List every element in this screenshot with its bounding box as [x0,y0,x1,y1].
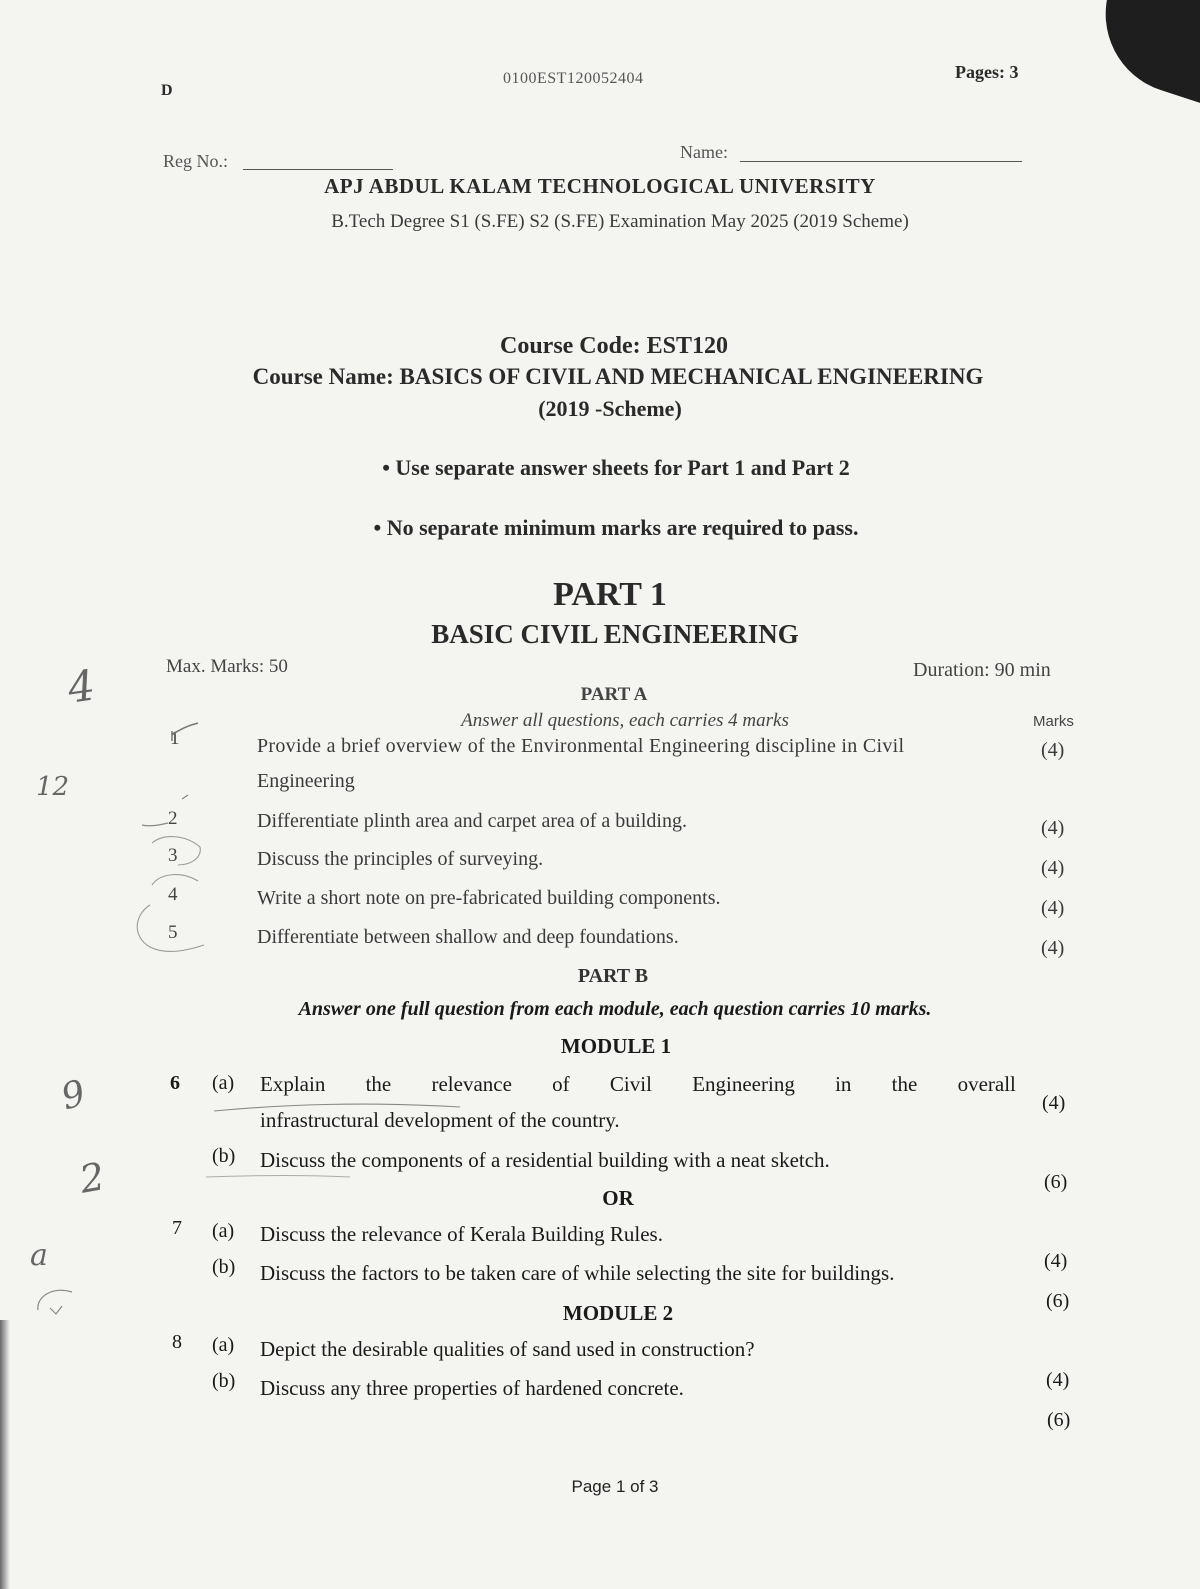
part-a-title: PART A [580,684,648,705]
word: the [365,1072,392,1096]
subquestion-text-continued: infrastructural development of the country. [260,1108,620,1132]
instruction-1: • Use separate answer sheets for Part 1 and Part 2 [382,455,850,480]
course-name: Course Name: BASICS OF CIVIL AND MECHANICAL ENGINEERING [252,364,984,389]
part-b-title: PART B [577,965,649,987]
handwritten-mark: 12 [36,772,70,802]
subquestion-text: Depict the desirable qualities of sand used in construction? [260,1337,755,1361]
paper-id: 0100EST120052404 [503,70,644,87]
subquestion-label: (a) [212,1334,235,1356]
module-1-heading: MODULE 1 [560,1034,672,1058]
question-text: Differentiate between shallow and deep foundations. [257,926,679,948]
pen-stroke [152,837,200,865]
question-number: 1 [170,728,180,749]
subquestion-text: Discuss any three properties of hardened concrete. [260,1376,684,1400]
subquestion-marks: (4) [1044,1250,1068,1272]
pages-count: Pages: 3 [955,62,1019,82]
max-marks: Max. Marks: 50 [166,656,288,677]
instruction-2: • No separate minimum marks are required to pass. [373,515,859,540]
question-marks: (4) [1041,817,1065,839]
part-b-instruction: Answer one full question from each module, each question carries 10 marks. [298,998,932,1020]
subquestion-label: (a) [212,1072,235,1094]
question-number: 3 [168,845,178,866]
question-number: 6 [170,1072,180,1094]
pen-stroke [182,795,188,799]
part-a-instruction: Answer all questions, each carries 4 marks [461,710,789,731]
course-code: Course Code: EST120 [499,333,728,359]
question-text: Provide a brief overview of the Environmental Engineering discipline in Civil [257,735,905,757]
question-marks: (4) [1041,857,1065,879]
subquestion-marks: (4) [1046,1369,1070,1391]
pen-stroke [50,1306,62,1314]
marks-header: Marks [1033,713,1074,730]
handwritten-mark: 2 [76,1154,108,1202]
pen-stroke [137,905,204,951]
course-scheme: (2019 -Scheme) [538,396,682,421]
subquestion-text: Discuss the relevance of Kerala Building Rules. [260,1222,663,1246]
name-label: Name: [680,142,728,162]
handwritten-mark: a [30,1238,48,1273]
part1-title: PART 1 [553,576,667,613]
subquestion-marks: (4) [1042,1092,1066,1114]
university-name: APJ ABDUL KALAM TECHNOLOGICAL UNIVERSITY [324,174,876,198]
or-separator: OR [602,1186,634,1210]
scan-edge [0,1320,10,1589]
part1-subtitle: BASIC CIVIL ENGINEERING [431,619,799,649]
handwritten-mark: 4 [64,660,99,713]
word: Explain [260,1072,326,1096]
pen-circle [28,1280,88,1330]
question-text: Differentiate plinth area and carpet area of a building. [257,810,687,832]
pen-stroke [152,875,198,885]
question-marks: (4) [1041,897,1065,919]
pen-stroke [206,1176,350,1178]
pen-stroke [38,1290,72,1310]
set-code: D [161,82,173,99]
pen-scribbles [120,715,230,975]
reg-no-line [243,169,393,170]
subquestion-marks: (6) [1047,1409,1071,1431]
pen-stroke [214,1104,460,1111]
subquestion-label: (b) [212,1256,236,1278]
duration: Duration: 90 min [913,659,1051,681]
scan-shadow [1085,0,1200,109]
word: of [552,1072,570,1096]
page-footer: Page 1 of 3 [571,1477,659,1496]
question-text: Write a short note on pre-fabricated building components. [257,887,721,909]
word: relevance [431,1072,512,1096]
question-text-continued: Engineering [257,770,355,792]
reg-no-label: Reg No.: [163,151,228,171]
word: Civil [609,1072,652,1096]
word: the [891,1072,918,1096]
question-number: 8 [172,1331,182,1353]
module-2-heading: MODULE 2 [562,1301,674,1325]
exam-title: B.Tech Degree S1 (S.FE) S2 (S.FE) Examination May 2025 (2019 Scheme) [331,211,909,232]
subquestion-text: Discuss the factors to be taken care of while selecting the site for buildings. [260,1261,895,1285]
subquestion-text: Discuss the components of a residential building with a neat sketch. [260,1148,830,1172]
handwritten-mark: 9 [57,1072,90,1119]
word: overall [957,1072,1016,1096]
question-number: 2 [168,808,178,829]
pen-underlines [200,1085,620,1185]
question-number: 7 [172,1217,182,1239]
question-text: Discuss the principles of surveying. [257,848,544,870]
question-marks: (4) [1041,937,1065,959]
subquestion-label: (a) [212,1220,235,1242]
name-line [740,161,1022,162]
subquestion-marks: (6) [1044,1171,1068,1193]
subquestion-label: (b) [212,1370,236,1392]
question-number: 4 [168,884,178,905]
pen-stroke [142,823,168,826]
pen-stroke [172,723,198,735]
word: in [835,1072,852,1096]
subquestion-label: (b) [212,1145,236,1167]
word: Engineering [692,1072,795,1096]
question-marks: (4) [1041,739,1065,761]
question-number: 5 [168,922,178,943]
subquestion-marks: (6) [1046,1290,1070,1312]
